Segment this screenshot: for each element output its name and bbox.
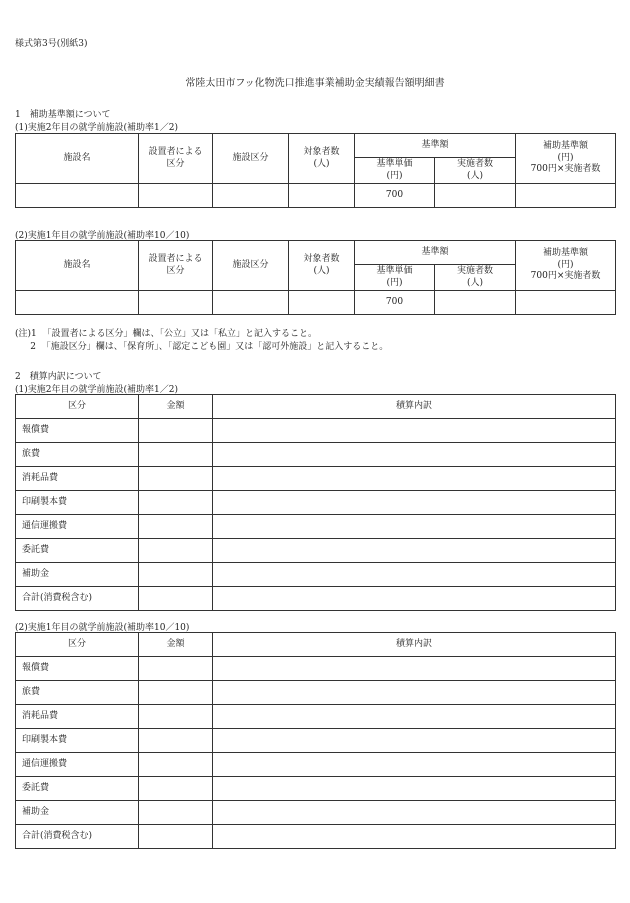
section2-sub1: (1)実施2年目の就学前施設(補助率1／2) <box>15 385 178 395</box>
cell-participants[interactable] <box>435 291 516 315</box>
note-1 <box>15 326 317 339</box>
cell-participants[interactable] <box>435 184 516 208</box>
section1-heading: 1 補助基準額について <box>15 110 111 120</box>
cell-amount[interactable] <box>139 587 213 611</box>
cell-amount[interactable] <box>139 491 213 515</box>
cell-breakdown[interactable] <box>213 753 616 777</box>
cell-breakdown[interactable] <box>213 515 616 539</box>
cell-facility-class[interactable] <box>213 291 289 315</box>
cell-breakdown[interactable] <box>213 467 616 491</box>
header-participants: 実施者数 (人) <box>435 158 516 184</box>
cell-amount[interactable] <box>139 419 213 443</box>
header-category: 区分 <box>16 395 139 419</box>
header-breakdown: 積算内訳 <box>213 633 616 657</box>
row-label: 印刷製本費 <box>16 729 139 753</box>
subsidy-base-table-2 <box>15 240 616 315</box>
cell-subsidy-base[interactable] <box>516 291 616 315</box>
row-label: 通信運搬費 <box>16 753 139 777</box>
header-amount: 金額 <box>139 633 213 657</box>
row-label-total: 合計(消費税含む) <box>16 825 139 849</box>
header-founder-class: 設置者による 区分 <box>139 134 213 184</box>
cell-amount[interactable] <box>139 539 213 563</box>
cell-facility-name[interactable] <box>16 291 139 315</box>
cell-amount[interactable] <box>139 681 213 705</box>
row-label: 委託費 <box>16 539 139 563</box>
cell-amount[interactable] <box>139 729 213 753</box>
header-facility-name: 施設名 <box>16 241 139 291</box>
cell-breakdown[interactable] <box>213 825 616 849</box>
header-facility-name: 施設名 <box>16 134 139 184</box>
note-1-prefix: (注)1 <box>15 329 37 339</box>
cell-breakdown[interactable] <box>213 587 616 611</box>
row-label: 報償費 <box>16 419 139 443</box>
row-label: 旅費 <box>16 681 139 705</box>
section1-sub1: (1)実施2年目の就学前施設(補助率1／2) <box>15 123 178 133</box>
cell-target-count[interactable] <box>289 291 355 315</box>
cell-amount[interactable] <box>139 777 213 801</box>
row-label: 通信運搬費 <box>16 515 139 539</box>
row-label: 消耗品費 <box>16 705 139 729</box>
cell-founder-class[interactable] <box>139 184 213 208</box>
header-breakdown: 積算内訳 <box>213 395 616 419</box>
header-target-count: 対象者数 (人) <box>289 241 355 291</box>
cell-breakdown[interactable] <box>213 443 616 467</box>
cell-unit-price: 700 <box>355 184 435 208</box>
form-label: 様式第3号(別紙3) <box>15 39 88 49</box>
cell-target-count[interactable] <box>289 184 355 208</box>
cell-facility-class[interactable] <box>213 184 289 208</box>
cell-breakdown[interactable] <box>213 491 616 515</box>
header-founder-class: 設置者による 区分 <box>139 241 213 291</box>
cell-amount[interactable] <box>139 515 213 539</box>
cell-amount[interactable] <box>139 801 213 825</box>
header-facility-class: 施設区分 <box>213 241 289 291</box>
header-participants: 実施者数 (人) <box>435 265 516 291</box>
header-unit-price: 基準単価 (円) <box>355 265 435 291</box>
section2-heading: 2 積算内訳について <box>15 372 102 382</box>
document-title: 常陸太田市フッ化物洗口推進事業補助金実績報告額明細書 <box>185 78 445 89</box>
row-label: 印刷製本費 <box>16 491 139 515</box>
row-label: 旅費 <box>16 443 139 467</box>
row-label: 補助金 <box>16 563 139 587</box>
cell-amount[interactable] <box>139 443 213 467</box>
note-2 <box>15 339 388 352</box>
header-unit-price: 基準単価 (円) <box>355 158 435 184</box>
cell-breakdown[interactable] <box>213 729 616 753</box>
breakdown-table-1 <box>15 394 616 611</box>
breakdown-table-2 <box>15 632 616 849</box>
header-category: 区分 <box>16 633 139 657</box>
cell-breakdown[interactable] <box>213 705 616 729</box>
section1-sub2: (2)実施1年目の就学前施設(補助率10／10) <box>15 231 190 241</box>
cell-amount[interactable] <box>139 753 213 777</box>
cell-breakdown[interactable] <box>213 539 616 563</box>
row-label-total: 合計(消費税含む) <box>16 587 139 611</box>
header-base-amount: 基準額 <box>355 134 516 158</box>
row-label: 補助金 <box>16 801 139 825</box>
cell-breakdown[interactable] <box>213 681 616 705</box>
cell-breakdown[interactable] <box>213 563 616 587</box>
header-subsidy-base: 補助基準額 (円) 700円×実施者数 <box>516 134 616 184</box>
cell-subsidy-base[interactable] <box>516 184 616 208</box>
cell-amount[interactable] <box>139 467 213 491</box>
cell-breakdown[interactable] <box>213 777 616 801</box>
cell-breakdown[interactable] <box>213 419 616 443</box>
header-target-count: 対象者数 (人) <box>289 134 355 184</box>
cell-breakdown[interactable] <box>213 801 616 825</box>
note-2-text: 「施設区分」欄は、「保育所」、「認定こども園」又は「認可外施設」と記入すること。 <box>41 342 389 352</box>
header-subsidy-base: 補助基準額 (円) 700円×実施者数 <box>516 241 616 291</box>
row-label: 委託費 <box>16 777 139 801</box>
row-label: 消耗品費 <box>16 467 139 491</box>
cell-facility-name[interactable] <box>16 184 139 208</box>
header-amount: 金額 <box>139 395 213 419</box>
cell-amount[interactable] <box>139 657 213 681</box>
cell-breakdown[interactable] <box>213 657 616 681</box>
cell-amount[interactable] <box>139 563 213 587</box>
cell-amount[interactable] <box>139 825 213 849</box>
note-2-prefix: 2 <box>30 342 36 352</box>
subsidy-base-table-1 <box>15 133 616 208</box>
section2-sub2: (2)実施1年目の就学前施設(補助率10／10) <box>15 623 190 633</box>
header-base-amount: 基準額 <box>355 241 516 265</box>
header-facility-class: 施設区分 <box>213 134 289 184</box>
row-label: 報償費 <box>16 657 139 681</box>
note-1-text: 「設置者による区分」欄は、「公立」又は「私立」と記入すること。 <box>42 329 317 339</box>
cell-founder-class[interactable] <box>139 291 213 315</box>
cell-unit-price: 700 <box>355 291 435 315</box>
cell-amount[interactable] <box>139 705 213 729</box>
